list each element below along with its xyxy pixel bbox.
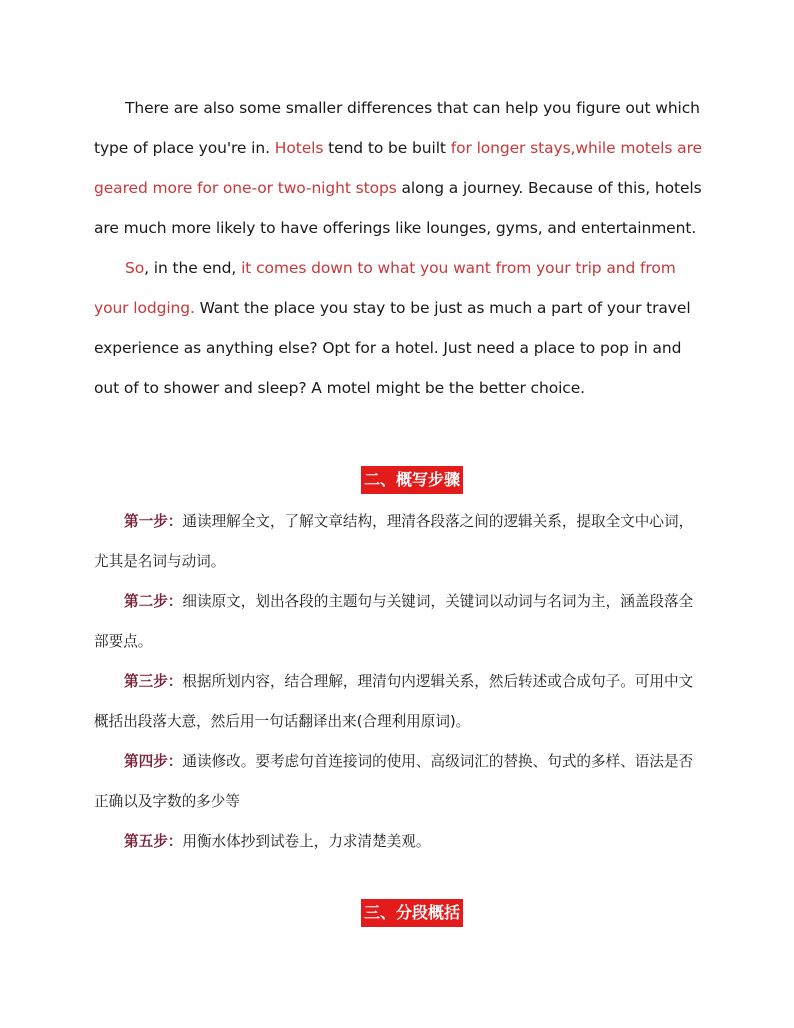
- step-label: 第五步：: [124, 833, 183, 850]
- step-text: 用衡水体抄到试卷上，力求清楚美观。: [182, 833, 431, 850]
- highlight-so: So: [125, 259, 145, 277]
- step-3: [94, 662, 706, 742]
- text-segment: There are also some smaller differences that can help you figure out which type of place you're in.: [94, 99, 700, 157]
- text-segment: tend to be built: [323, 139, 451, 157]
- section-title-summary: 三、分段概括: [361, 899, 463, 927]
- text-segment: Want the place you stay to be just as much a part of your travel experience as anything else? Opt for a hotel. Just need a place to pop in and out of to shower and sleep? A motel might be the better choice.: [94, 299, 691, 397]
- step-label: 第三步：: [124, 673, 183, 690]
- paragraph-conclusion: [94, 248, 704, 408]
- section-title-steps: 二、概写步骤: [361, 466, 463, 494]
- step-2: [94, 582, 706, 662]
- step-text: 通读理解全文，了解文章结构，理清各段落之间的逻辑关系，提取全文中心词，尤其是名词与动词。: [94, 513, 694, 570]
- text-segment: along a journey. Because of this, hotels are much more likely to have offerings like lounges, gyms, and entertainment.: [94, 179, 702, 237]
- step-text: 通读修改。要考虑句首连接词的使用、高级词汇的替换、句式的多样、语法是否正确以及字数的多少等: [94, 753, 694, 810]
- step-label: 第四步：: [124, 753, 183, 770]
- highlight-longer-stays: for longer stays,while motels are geared more for one-or two-night stops: [94, 139, 702, 197]
- step-text: 细读原文，划出各段的主题句与关键词，关键词以动词与名词为主，涵盖段落全部要点。: [94, 593, 694, 650]
- step-text: 根据所划内容，结合理解，理清句内逻辑关系，然后转述或合成句子。可用中文概括出段落大意，然后用一句话翻译出来(合理利用原词)。: [94, 673, 694, 730]
- highlight-comes-down: it comes down to what you want from your trip and from your lodging.: [94, 259, 676, 317]
- step-label: 第一步：: [124, 513, 183, 530]
- highlight-hotels: Hotels: [274, 139, 324, 157]
- step-label: 第二步：: [124, 593, 183, 610]
- step-4: [94, 742, 706, 822]
- step-5: [94, 822, 706, 862]
- text-segment: , in the end,: [144, 259, 242, 277]
- paragraph-differences: [94, 88, 704, 248]
- step-1: [94, 502, 706, 582]
